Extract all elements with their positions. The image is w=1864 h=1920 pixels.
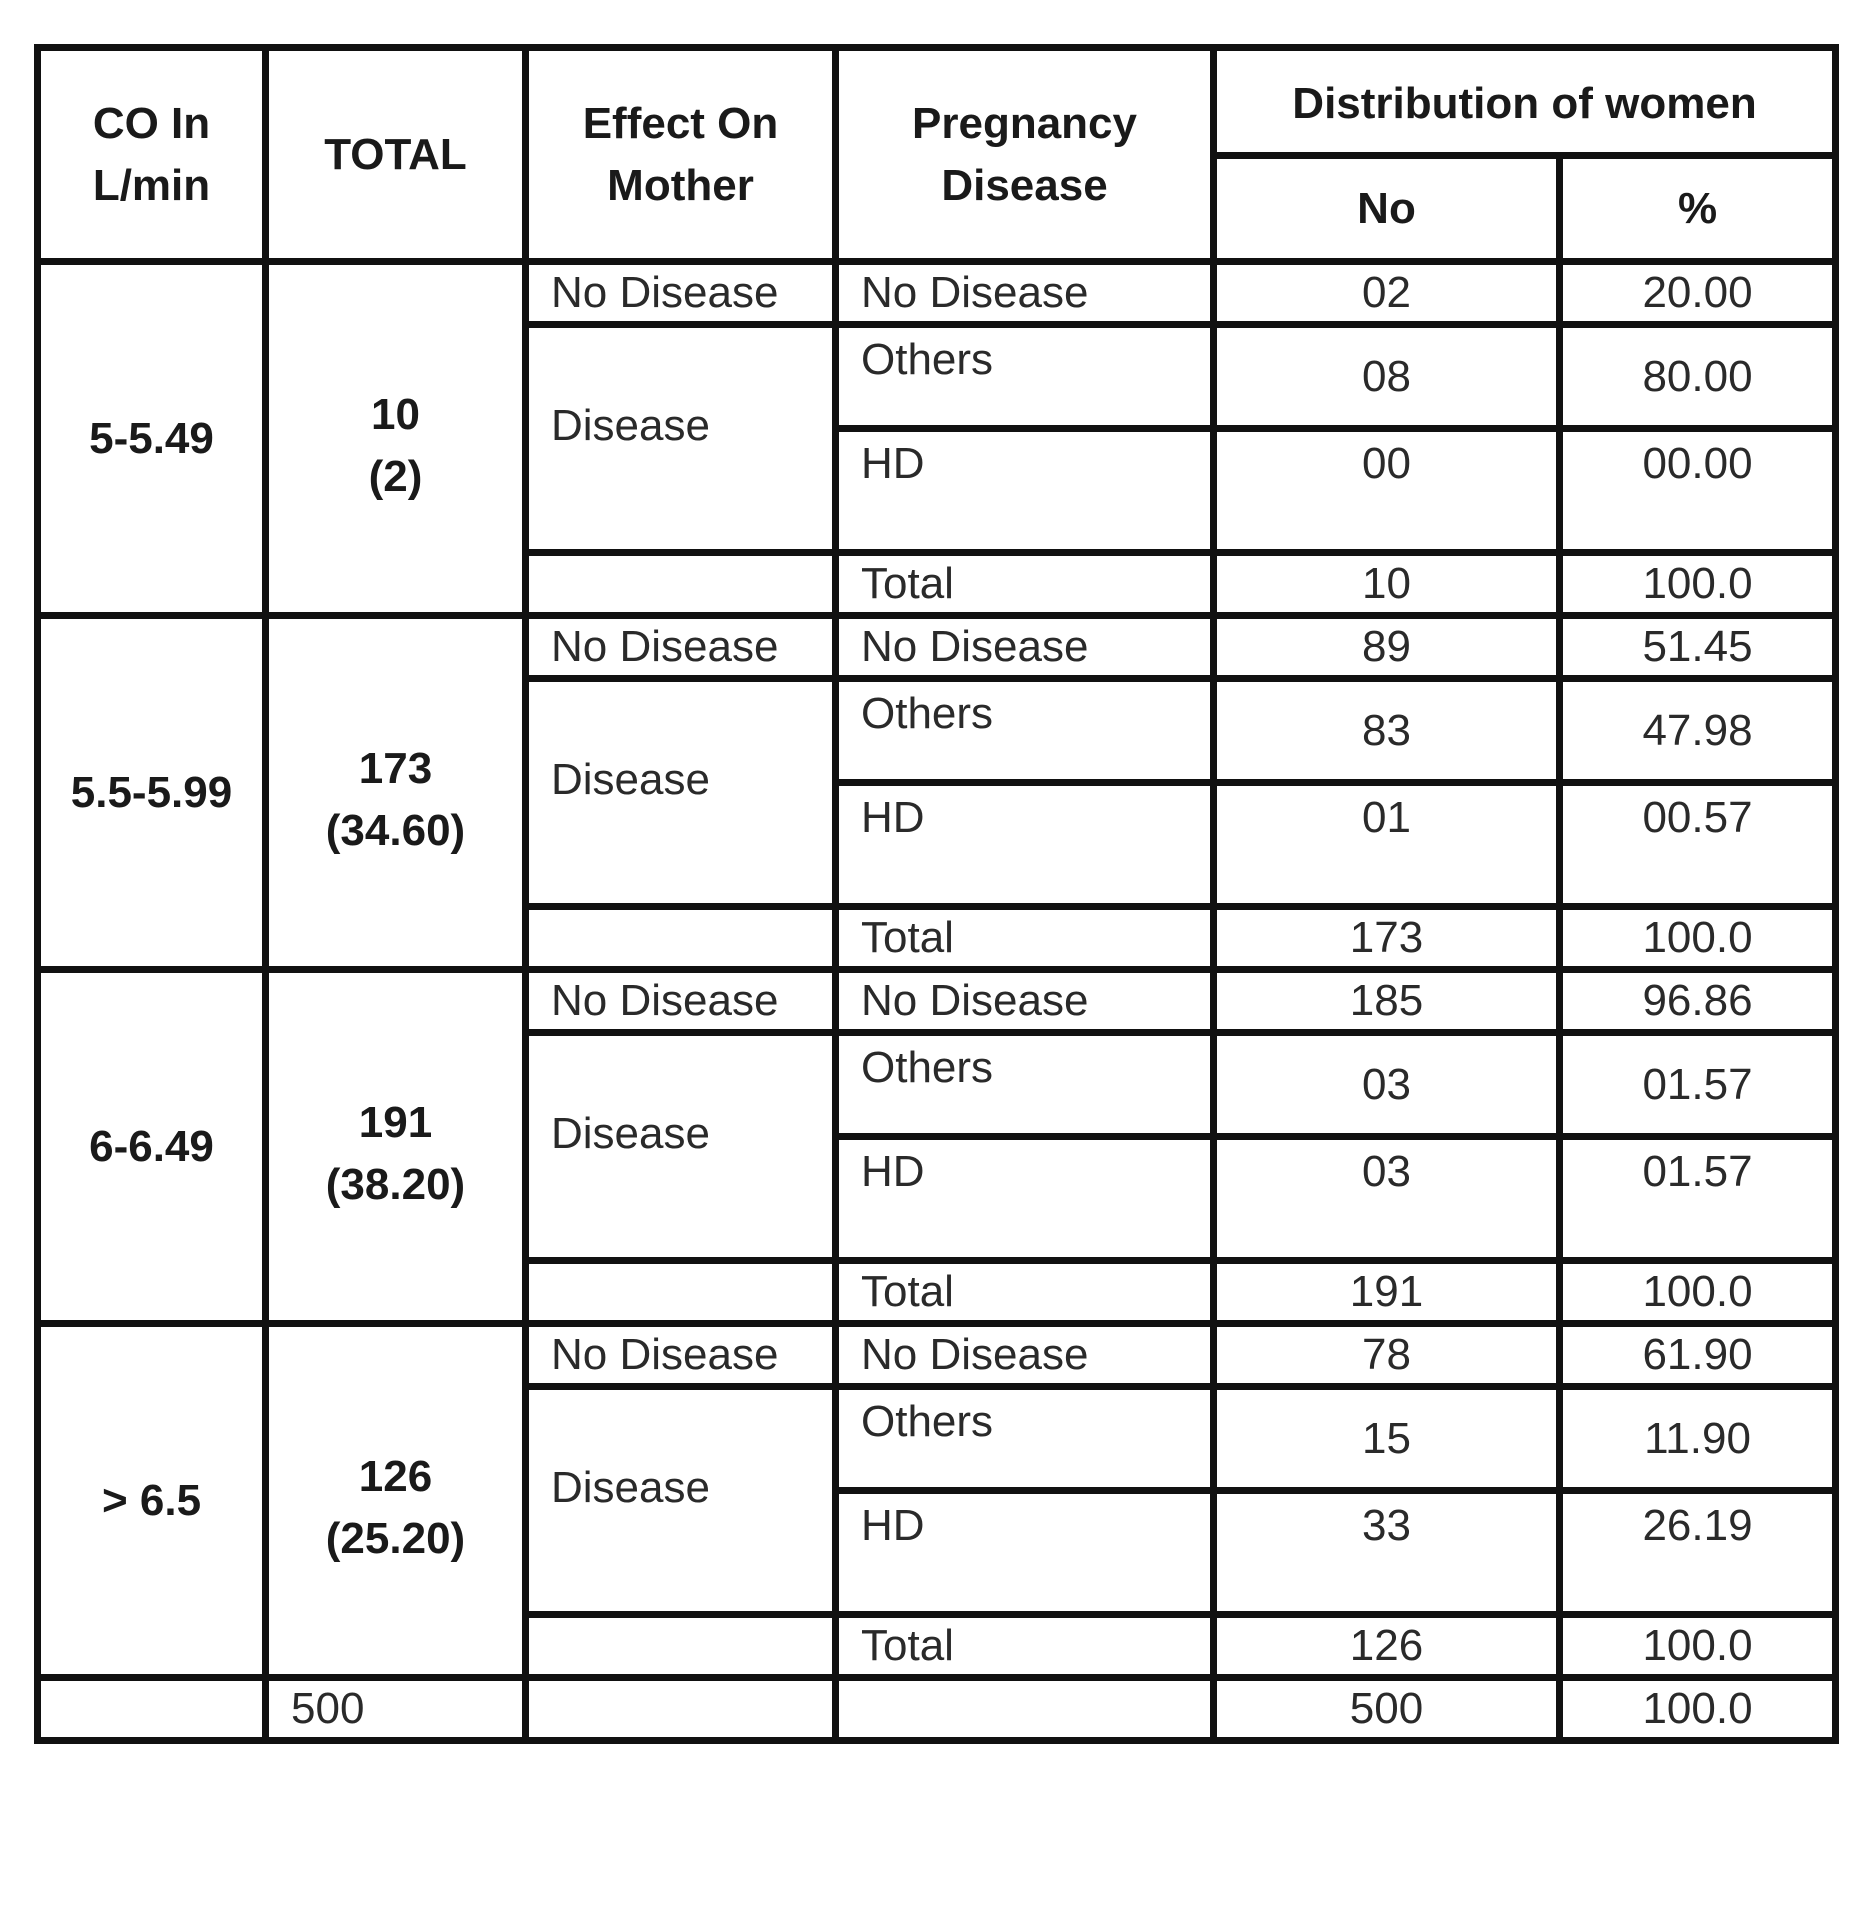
co-distribution-table: [34, 44, 1839, 1744]
percent-cell: 47.98: [1560, 679, 1836, 783]
group-total-cell: [266, 970, 526, 1324]
count-cell: 08: [1214, 325, 1560, 429]
grand-total-empty-cell: [526, 1678, 836, 1741]
effect-no-disease-cell: No Disease: [526, 262, 836, 325]
count-cell: 01: [1214, 783, 1560, 907]
percent-cell: 100.0: [1560, 1261, 1836, 1324]
group-total-cell: [266, 616, 526, 970]
count-cell: 03: [1214, 1137, 1560, 1261]
pregnancy-disease-cell: Others: [836, 325, 1214, 429]
pregnancy-disease-cell: Others: [836, 679, 1214, 783]
group-total-percent: (25.20): [325, 1513, 466, 1563]
grand-total-empty-cell: [836, 1678, 1214, 1741]
percent-cell: 51.45: [1560, 616, 1836, 679]
group-total-percent: (2): [368, 451, 423, 501]
effect-no-disease-cell: No Disease: [526, 970, 836, 1033]
pregnancy-disease-cell: HD: [836, 1137, 1214, 1261]
count-cell: 02: [1214, 262, 1560, 325]
count-cell: 00: [1214, 429, 1560, 553]
pregnancy-disease-cell: Others: [836, 1033, 1214, 1137]
header-percent: %: [1560, 156, 1836, 262]
header-total: TOTAL: [266, 48, 526, 262]
percent-cell: 80.00: [1560, 325, 1836, 429]
effect-no-disease-cell: No Disease: [526, 1324, 836, 1387]
group-total-cell: [266, 1324, 526, 1678]
effect-empty-cell: [526, 553, 836, 616]
group-total-count: 126: [358, 1451, 433, 1501]
percent-cell: 100.0: [1560, 1615, 1836, 1678]
group-total-cell: [266, 262, 526, 616]
pregnancy-disease-cell: Total: [836, 907, 1214, 970]
effect-disease-cell: Disease: [526, 1033, 836, 1261]
pregnancy-disease-cell: Total: [836, 553, 1214, 616]
effect-disease-cell: Disease: [526, 325, 836, 553]
count-cell: 03: [1214, 1033, 1560, 1137]
effect-no-disease-cell: No Disease: [526, 616, 836, 679]
table-row: [38, 970, 1836, 1033]
co-range-cell: > 6.5: [38, 1324, 266, 1678]
group-total-percent: (38.20): [325, 1159, 466, 1209]
percent-cell: 100.0: [1560, 907, 1836, 970]
effect-empty-cell: [526, 907, 836, 970]
group-total-count: 173: [358, 743, 433, 793]
percent-cell: 00.00: [1560, 429, 1836, 553]
table-row: [38, 616, 1836, 679]
count-cell: 89: [1214, 616, 1560, 679]
count-cell: 10: [1214, 553, 1560, 616]
percent-cell: 01.57: [1560, 1137, 1836, 1261]
percent-cell: 11.90: [1560, 1387, 1836, 1491]
table-body: [38, 262, 1836, 1741]
co-range-cell: 6-6.49: [38, 970, 266, 1324]
pregnancy-disease-cell: Others: [836, 1387, 1214, 1491]
grand-total-cell: 500: [266, 1678, 526, 1741]
pregnancy-disease-cell: No Disease: [836, 616, 1214, 679]
effect-empty-cell: [526, 1615, 836, 1678]
header-distribution-of-women: Distribution of women: [1214, 48, 1836, 156]
table-header: [38, 48, 1836, 262]
distribution-table-container: [34, 44, 1832, 1744]
count-cell: 173: [1214, 907, 1560, 970]
grand-total-row: [38, 1678, 1836, 1741]
group-total-count: 10: [371, 389, 420, 439]
percent-cell: 20.00: [1560, 262, 1836, 325]
table-row: [38, 262, 1836, 325]
co-range-cell: 5.5-5.99: [38, 616, 266, 970]
header-co: CO In L/min: [38, 48, 266, 262]
pregnancy-disease-cell: Total: [836, 1615, 1214, 1678]
header-pregnancy-disease: Pregnancy Disease: [836, 48, 1214, 262]
pregnancy-disease-cell: HD: [836, 1491, 1214, 1615]
percent-cell: 96.86: [1560, 970, 1836, 1033]
pregnancy-disease-cell: HD: [836, 783, 1214, 907]
percent-cell: 26.19: [1560, 1491, 1836, 1615]
pregnancy-disease-cell: Total: [836, 1261, 1214, 1324]
effect-disease-cell: Disease: [526, 1387, 836, 1615]
group-total-count: 191: [358, 1097, 433, 1147]
group-total-percent: (34.60): [325, 805, 466, 855]
header-effect-on-mother: Effect On Mother: [526, 48, 836, 262]
grand-total-count-cell: 500: [1214, 1678, 1560, 1741]
percent-cell: 61.90: [1560, 1324, 1836, 1387]
grand-total-percent-cell: 100.0: [1560, 1678, 1836, 1741]
count-cell: 185: [1214, 970, 1560, 1033]
count-cell: 15: [1214, 1387, 1560, 1491]
percent-cell: 100.0: [1560, 553, 1836, 616]
count-cell: 191: [1214, 1261, 1560, 1324]
pregnancy-disease-cell: HD: [836, 429, 1214, 553]
table-row: [38, 1324, 1836, 1387]
count-cell: 83: [1214, 679, 1560, 783]
co-range-cell: 5-5.49: [38, 262, 266, 616]
pregnancy-disease-cell: No Disease: [836, 262, 1214, 325]
count-cell: 33: [1214, 1491, 1560, 1615]
effect-disease-cell: Disease: [526, 679, 836, 907]
percent-cell: 01.57: [1560, 1033, 1836, 1137]
pregnancy-disease-cell: No Disease: [836, 1324, 1214, 1387]
percent-cell: 00.57: [1560, 783, 1836, 907]
header-no: No: [1214, 156, 1560, 262]
count-cell: 126: [1214, 1615, 1560, 1678]
count-cell: 78: [1214, 1324, 1560, 1387]
pregnancy-disease-cell: No Disease: [836, 970, 1214, 1033]
grand-total-empty-cell: [38, 1678, 266, 1741]
effect-empty-cell: [526, 1261, 836, 1324]
